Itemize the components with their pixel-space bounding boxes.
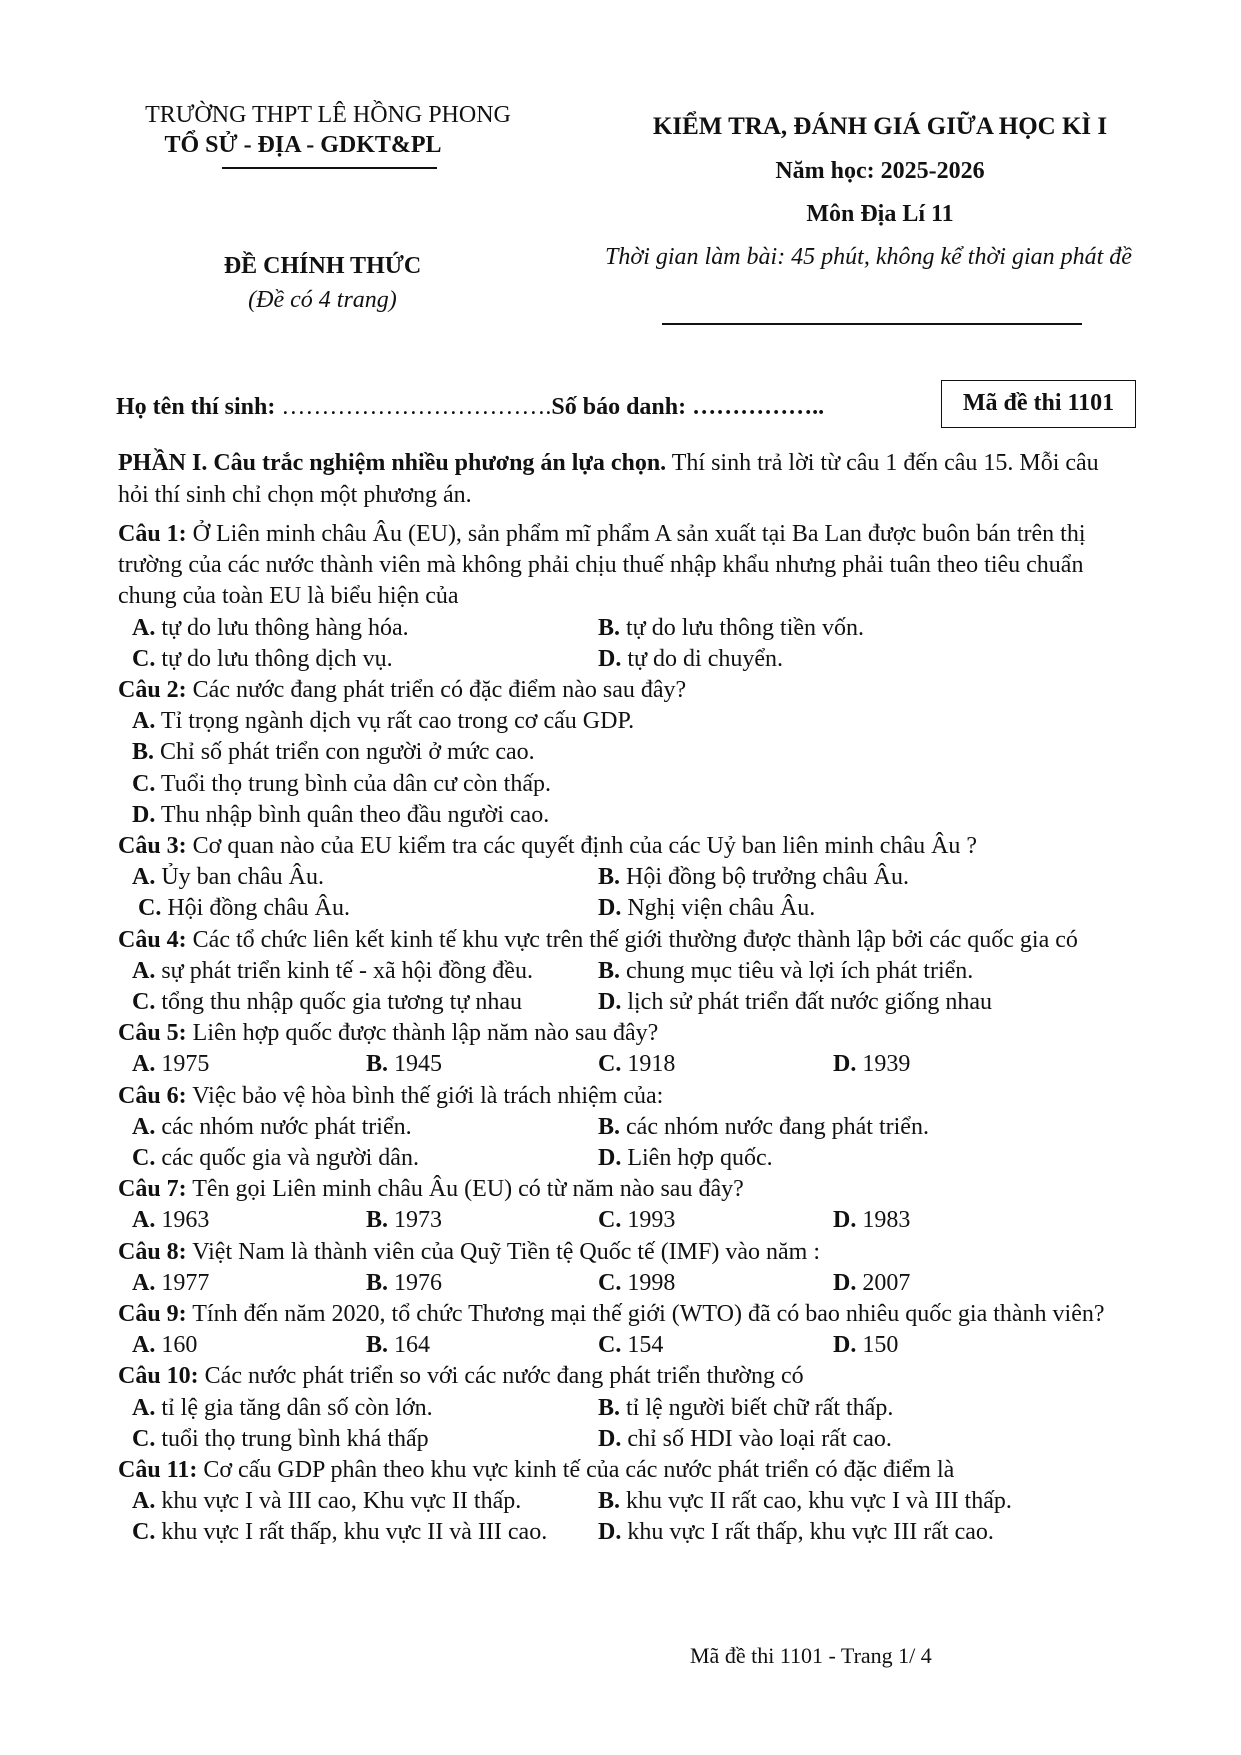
option-text: Tuổi thọ trung bình của dân cư còn thấp. — [155, 770, 551, 797]
option-key: B. — [598, 1394, 621, 1421]
option-row — [118, 1486, 1130, 1517]
option-text: tuổi thọ trung bình khá thấp — [155, 1425, 429, 1452]
option-key: C. — [138, 895, 162, 922]
answer-option-a[interactable] — [132, 1112, 412, 1143]
answer-option-d[interactable] — [598, 1517, 994, 1548]
option-key: A. — [132, 708, 156, 735]
section-instruction: Thí sinh trả lời từ câu 1 đến câu 15. Mỗi câu hỏi thí sinh chỉ chọn một phương án. — [118, 450, 1099, 508]
answer-option-b[interactable] — [598, 1112, 929, 1143]
option-key: D. — [833, 1332, 857, 1359]
question-stem — [118, 675, 1130, 706]
option-row — [118, 613, 1130, 644]
answer-option-a[interactable] — [132, 1393, 433, 1424]
option-text: khu vực II rất cao, khu vực I và III thấp. — [620, 1488, 1012, 1515]
option-key: A. — [132, 1332, 156, 1359]
option-text: chỉ số HDI vào loại rất cao. — [621, 1425, 892, 1452]
option-row — [118, 1393, 1130, 1424]
question-stem — [118, 519, 1130, 613]
option-key: D. — [833, 1269, 857, 1296]
option-text: Chỉ số phát triển con người ở mức cao. — [154, 739, 535, 766]
option-key: B. — [366, 1207, 389, 1234]
question-label: Câu 11: — [118, 1456, 198, 1483]
option-text: 1993 — [621, 1207, 676, 1234]
option-row — [118, 1517, 1130, 1548]
answer-option-a[interactable] — [132, 1486, 521, 1517]
answer-option-b[interactable] — [366, 1268, 442, 1299]
option-text: 1998 — [621, 1269, 676, 1296]
option-text: 1975 — [155, 1051, 210, 1078]
option-text: 164 — [388, 1332, 431, 1359]
answer-option-a[interactable] — [118, 706, 1130, 737]
candidate-name-label: Họ tên thí sinh: — [116, 394, 282, 420]
candidate-info-line — [116, 394, 824, 421]
answer-option-a[interactable] — [132, 1049, 209, 1080]
option-text: khu vực I và III cao, Khu vực II thấp. — [155, 1488, 522, 1515]
school-year: Năm học: 2025-2026 — [775, 158, 985, 184]
option-text: lịch sử phát triển đất nước giống nhau — [621, 988, 992, 1015]
answer-option-c[interactable] — [118, 769, 1130, 800]
option-row — [118, 1049, 1130, 1080]
question-text: Cơ cấu GDP phân theo khu vực kinh tế của các nước phát triển có đặc điểm là — [197, 1456, 955, 1483]
option-text: tự do di chuyển. — [621, 645, 783, 672]
question-text: Việt Nam là thành viên của Quỹ Tiền tệ Quốc tế (IMF) vào năm : — [186, 1238, 820, 1265]
option-key: C. — [598, 1269, 622, 1296]
option-text: 1945 — [388, 1051, 443, 1078]
option-text: các nhóm nước phát triển. — [155, 1113, 412, 1140]
answer-option-c[interactable] — [132, 644, 393, 675]
option-key: A. — [132, 1394, 156, 1421]
answer-option-d[interactable] — [598, 1143, 773, 1174]
answer-option-c[interactable] — [138, 893, 350, 924]
answer-option-a[interactable] — [132, 956, 533, 987]
option-text: Ủy ban châu Âu. — [155, 864, 324, 891]
question-stem — [118, 1361, 1130, 1392]
answer-option-c[interactable] — [598, 1330, 663, 1361]
question-item — [118, 925, 1130, 1019]
answer-option-b[interactable] — [366, 1205, 442, 1236]
option-row — [118, 862, 1130, 893]
question-text: Cơ quan nào của EU kiểm tra các quyết định của các Uỷ ban liên minh châu Âu ? — [186, 833, 978, 859]
option-text: sự phát triển kinh tế - xã hội đồng đều. — [155, 957, 533, 984]
answer-option-c[interactable] — [598, 1205, 675, 1236]
option-row — [118, 644, 1130, 675]
question-item — [118, 675, 1130, 831]
option-key: B. — [598, 1488, 621, 1515]
option-row — [118, 893, 1130, 924]
option-text: Hội đồng châu Âu. — [161, 895, 350, 922]
answer-option-b[interactable] — [598, 1393, 893, 1424]
answer-option-d[interactable] — [598, 987, 992, 1018]
option-text: Hội đồng bộ trưởng châu Âu. — [620, 864, 910, 891]
option-row — [118, 1424, 1130, 1455]
option-key: A. — [132, 1113, 156, 1140]
option-text: 1939 — [856, 1051, 911, 1078]
subject-title: Môn Địa Lí 11 — [806, 201, 954, 227]
option-key: C. — [132, 770, 156, 797]
option-key: C. — [132, 1519, 156, 1546]
option-key: D. — [833, 1051, 857, 1078]
question-text: Ở Liên minh châu Âu (EU), sản phẩm mĩ phẩm A sản xuất tại Ba Lan được buôn bán trên thị trường của các nước thành viên mà không phải chịu thuế nhập khẩu nhưng phải tuân theo tiêu chuẩn chung của toàn EU là biểu hiện của — [118, 521, 1086, 610]
option-key: D. — [598, 988, 622, 1015]
option-key: B. — [598, 864, 621, 891]
option-key: B. — [366, 1332, 389, 1359]
answer-option-b[interactable] — [366, 1330, 430, 1361]
answer-option-c[interactable] — [132, 1517, 547, 1548]
option-text: tỉ lệ người biết chữ rất thấp. — [620, 1394, 894, 1421]
option-row — [118, 1112, 1130, 1143]
answer-option-c[interactable] — [598, 1049, 675, 1080]
question-stem — [118, 1081, 1130, 1112]
question-label: Câu 10: — [118, 1363, 199, 1390]
option-row — [118, 1205, 1130, 1236]
question-text: Các nước phát triển so với các nước đang phát triển thường có — [198, 1363, 804, 1390]
option-text: 1918 — [621, 1051, 676, 1078]
question-text: Các nước đang phát triển có đặc điểm nào sau đây? — [186, 676, 687, 703]
option-text: 1963 — [155, 1207, 210, 1234]
school-name: TRƯỜNG THPT LÊ HỒNG PHONG — [145, 102, 511, 128]
question-text: Tính đến năm 2020, tổ chức Thương mại thế giới (WTO) đã có bao nhiêu quốc gia thành viên? — [186, 1300, 1105, 1327]
answer-option-a[interactable] — [132, 1268, 209, 1299]
option-text: 150 — [856, 1332, 899, 1359]
option-group — [118, 706, 1130, 831]
exam-content — [118, 447, 1130, 1548]
answer-option-d[interactable] — [118, 800, 1130, 831]
answer-option-b[interactable] — [598, 956, 973, 987]
exam-title: KIỂM TRA, ĐÁNH GIÁ GIỮA HỌC KÌ I — [652, 113, 1108, 140]
department-name: TỔ SỬ - ĐỊA - GDKT&PL — [164, 132, 442, 158]
question-stem — [118, 831, 1130, 862]
question-label: Câu 3: — [118, 833, 187, 859]
option-text: các quốc gia và người dân. — [155, 1144, 419, 1171]
header-divider-left — [222, 167, 437, 169]
option-text: khu vực I rất thấp, khu vực II và III cao. — [155, 1519, 548, 1546]
option-key: B. — [598, 1113, 621, 1140]
question-label: Câu 8: — [118, 1238, 187, 1265]
option-text: tổng thu nhập quốc gia tương tự nhau — [155, 988, 522, 1015]
candidate-id-field: …………….. — [692, 394, 825, 420]
exam-duration: Thời gian làm bài: 45 phút, không kể thời gian phát đề — [605, 244, 1132, 270]
option-key: C. — [598, 1207, 622, 1234]
question-label: Câu 7: — [118, 1176, 187, 1203]
option-key: A. — [132, 864, 156, 891]
answer-option-d[interactable] — [833, 1268, 910, 1299]
section-title: PHẦN I. Câu trắc nghiệm nhiều phương án lựa chọn. — [118, 450, 667, 476]
option-key: B. — [366, 1051, 389, 1078]
question-label: Câu 5: — [118, 1020, 187, 1047]
question-label: Câu 4: — [118, 926, 187, 953]
question-text: Các tổ chức liên kết kinh tế khu vực trên thế giới thường được thành lập bởi các quốc gia có — [186, 926, 1078, 953]
answer-option-d[interactable] — [598, 644, 783, 675]
option-text: 1983 — [856, 1207, 911, 1234]
question-stem — [118, 1018, 1130, 1049]
answer-option-c[interactable] — [132, 987, 522, 1018]
option-text: Tỉ trọng ngành dịch vụ rất cao trong cơ cấu GDP. — [155, 708, 635, 735]
exam-code-box: Mã đề thi 1101 — [941, 380, 1136, 428]
question-item — [118, 1018, 1130, 1080]
question-stem — [118, 1299, 1130, 1330]
question-item — [118, 1081, 1130, 1175]
answer-option-b[interactable] — [366, 1049, 442, 1080]
option-key: D. — [598, 1519, 622, 1546]
official-label: ĐỀ CHÍNH THỨC — [223, 253, 422, 279]
option-text: tự do lưu thông hàng hóa. — [155, 614, 409, 641]
question-text: Liên hợp quốc được thành lập năm nào sau đây? — [186, 1020, 659, 1047]
question-stem — [118, 925, 1130, 956]
option-text: các nhóm nước đang phát triển. — [620, 1113, 929, 1140]
option-key: C. — [598, 1051, 622, 1078]
page-footer: Mã đề thi 1101 - Trang 1/ 4 — [690, 1643, 932, 1668]
answer-option-c[interactable] — [598, 1268, 675, 1299]
question-item — [118, 1174, 1130, 1236]
option-key: C. — [132, 1144, 156, 1171]
question-stem — [118, 1237, 1130, 1268]
header-divider-right — [662, 323, 1082, 325]
option-row — [118, 1330, 1130, 1361]
answer-option-a[interactable] — [132, 1330, 197, 1361]
question-item — [118, 1361, 1130, 1455]
section-heading — [118, 447, 1130, 511]
answer-option-d[interactable] — [598, 893, 815, 924]
question-label: Câu 2: — [118, 676, 187, 703]
answer-option-b[interactable] — [118, 737, 1130, 768]
option-key: B. — [366, 1269, 389, 1296]
answer-option-c[interactable] — [132, 1424, 429, 1455]
question-list — [118, 519, 1130, 1548]
answer-option-b[interactable] — [598, 1486, 1012, 1517]
answer-option-d[interactable] — [598, 1424, 892, 1455]
answer-option-d[interactable] — [833, 1330, 898, 1361]
option-key: B. — [598, 957, 621, 984]
option-text: chung mục tiêu và lợi ích phát triển. — [620, 957, 974, 984]
option-key: C. — [132, 645, 156, 672]
question-item — [118, 519, 1130, 675]
option-key: A. — [132, 957, 156, 984]
option-row — [118, 1268, 1130, 1299]
option-text: tự do lưu thông dịch vụ. — [155, 645, 393, 672]
option-text: 1973 — [388, 1207, 443, 1234]
option-key: D. — [598, 1425, 622, 1452]
option-key: A. — [132, 1269, 156, 1296]
option-key: A. — [132, 614, 156, 641]
option-key: D. — [598, 895, 622, 922]
option-text: Liên hợp quốc. — [621, 1144, 773, 1171]
page-count-note: (Đề có 4 trang) — [248, 287, 397, 313]
question-stem — [118, 1174, 1130, 1205]
option-row — [118, 1143, 1130, 1174]
answer-option-d[interactable] — [833, 1049, 910, 1080]
question-stem — [118, 1455, 1130, 1486]
option-key: B. — [132, 739, 155, 766]
option-text: 1976 — [388, 1269, 443, 1296]
option-key: D. — [833, 1207, 857, 1234]
candidate-id-label: Số báo danh: — [551, 394, 693, 420]
answer-option-b[interactable] — [598, 862, 909, 893]
option-text: 160 — [155, 1332, 198, 1359]
answer-option-d[interactable] — [833, 1205, 910, 1236]
question-label: Câu 1: — [118, 521, 187, 547]
option-key: B. — [598, 614, 621, 641]
option-text: 1977 — [155, 1269, 210, 1296]
answer-option-c[interactable] — [132, 1143, 419, 1174]
answer-option-a[interactable] — [132, 862, 324, 893]
option-key: A. — [132, 1207, 156, 1234]
answer-option-a[interactable] — [132, 613, 409, 644]
question-text: Tên gọi Liên minh châu Âu (EU) có từ năm nào sau đây? — [186, 1176, 744, 1203]
question-text: Việc bảo vệ hòa bình thế giới là trách nhiệm của: — [186, 1082, 664, 1109]
option-text: tỉ lệ gia tăng dân số còn lớn. — [155, 1394, 433, 1421]
option-text: Nghị viện châu Âu. — [621, 895, 816, 922]
question-item — [118, 1455, 1130, 1549]
answer-option-b[interactable] — [598, 613, 864, 644]
option-text: 154 — [621, 1332, 664, 1359]
question-item — [118, 1237, 1130, 1299]
option-text: 2007 — [856, 1269, 911, 1296]
option-key: A. — [132, 1051, 156, 1078]
question-item — [118, 831, 1130, 925]
option-key: A. — [132, 1488, 156, 1515]
option-key: D. — [132, 801, 156, 828]
option-row — [118, 987, 1130, 1018]
option-key: C. — [132, 1425, 156, 1452]
option-text: Thu nhập bình quân theo đầu người cao. — [155, 801, 550, 828]
question-label: Câu 6: — [118, 1082, 187, 1109]
option-key: C. — [598, 1332, 622, 1359]
answer-option-a[interactable] — [132, 1205, 209, 1236]
question-label: Câu 9: — [118, 1300, 187, 1327]
candidate-name-field: ……………………………. — [281, 394, 552, 420]
option-row — [118, 956, 1130, 987]
option-key: C. — [132, 988, 156, 1015]
option-key: D. — [598, 645, 622, 672]
option-key: D. — [598, 1144, 622, 1171]
option-text: tự do lưu thông tiền vốn. — [620, 614, 865, 641]
question-item — [118, 1299, 1130, 1361]
option-text: khu vực I rất thấp, khu vực III rất cao. — [621, 1519, 994, 1546]
